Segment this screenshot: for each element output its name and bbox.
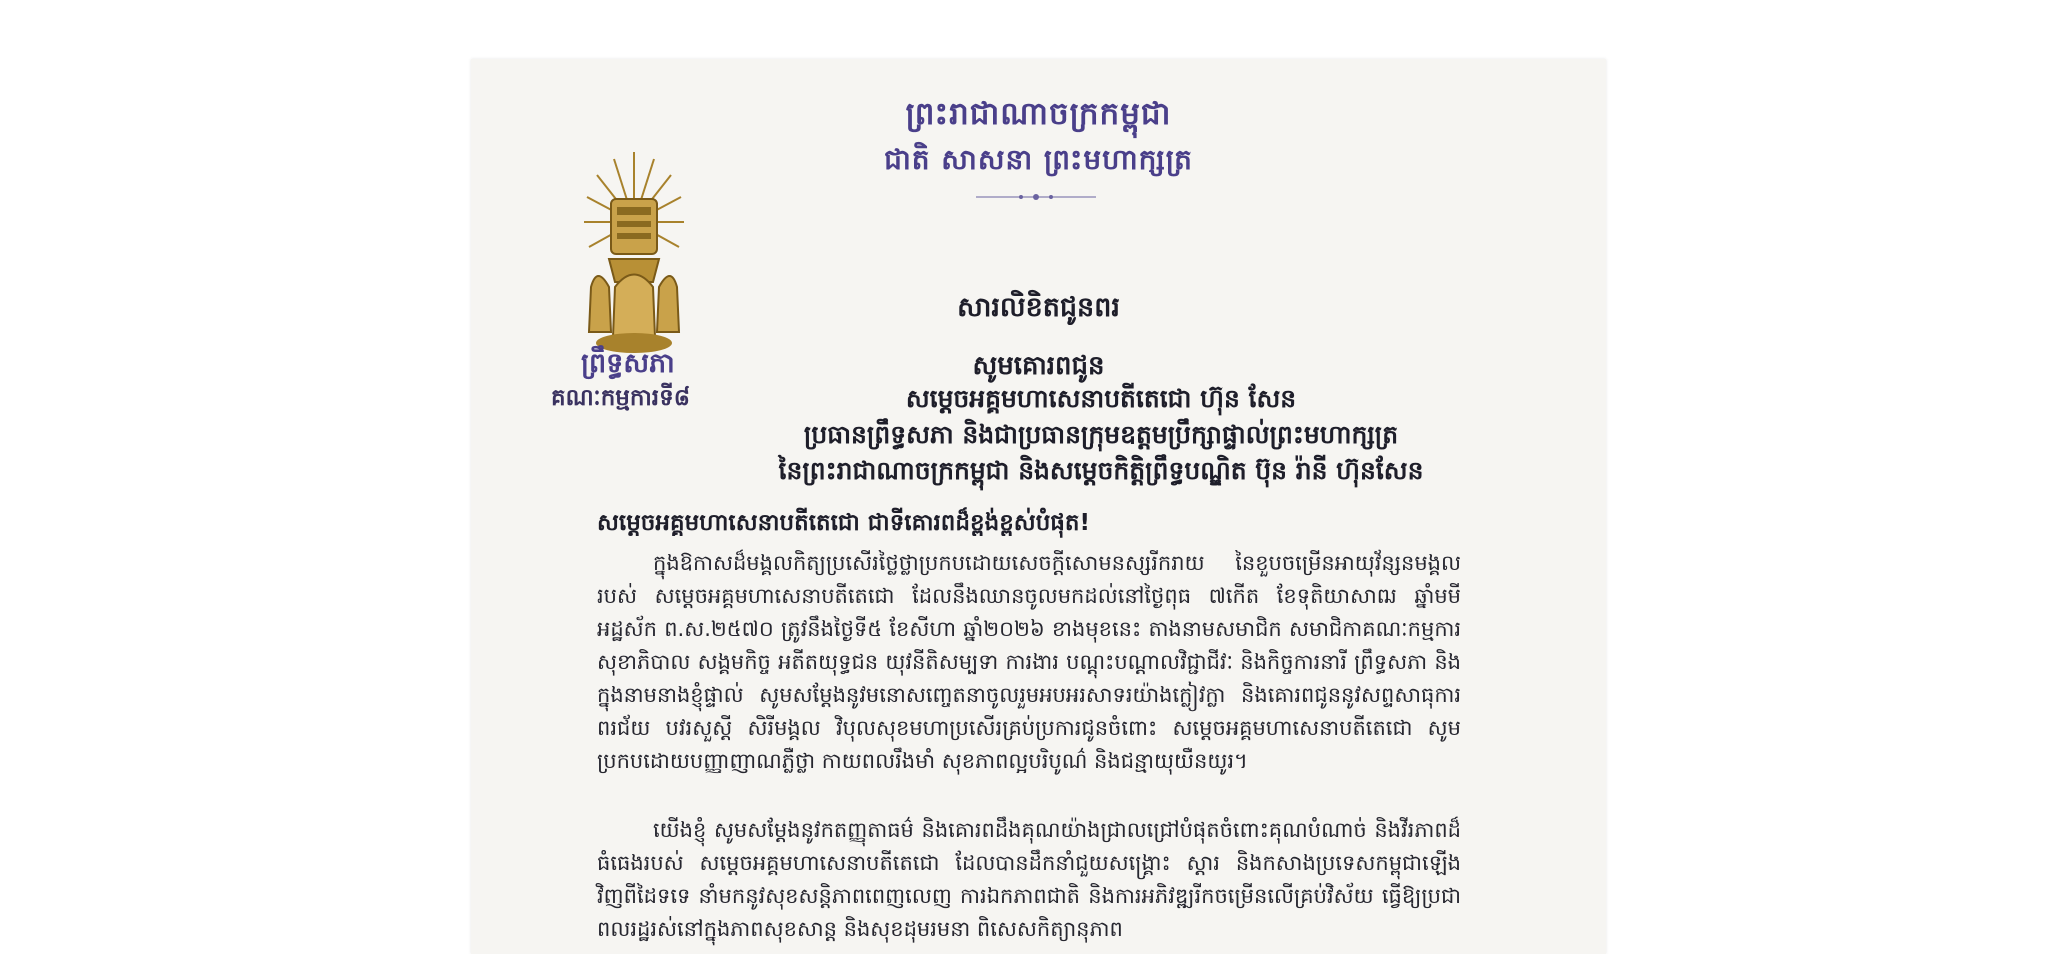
divider-ornament	[976, 192, 1096, 202]
kingdom-heading: ព្រះរាជាណាចក្រកម្ពុជា	[905, 96, 1172, 132]
to-line: សូមគោរពជូន	[972, 351, 1105, 381]
sender-organization: ព្រឹទ្ធសភា	[581, 348, 675, 379]
letter-page	[471, 59, 1606, 954]
sender-committee: គណៈកម្មការទី៨	[551, 385, 690, 411]
letter-title: សារលិខិតជូនពរ	[957, 292, 1120, 323]
salutation: សម្តេចអគ្គមហាសេនាបតីតេជោ ជាទីគោរពដ៏ខ្ពង់ខ្ពស់បំផុត!	[597, 510, 1090, 536]
national-motto: ជាតិ សាសនា ព្រះមហាក្សត្រ	[884, 143, 1193, 176]
addressee-line: សម្តេចអគ្គមហាសេនាបតីតេជោ ហ៊ុន សែន	[905, 384, 1297, 413]
addressee-block	[621, 381, 1581, 489]
addressee-line: នៃព្រះរាជាណាចក្រកម្ពុជា និងសម្តេចកិត្តិព្រឹទ្ធបណ្ឌិត ប៊ុន រ៉ានី ហ៊ុនសែន	[778, 456, 1424, 485]
body-paragraph: យើងខ្ញុំ សូមសម្តែងនូវកតញ្ញុតាធម៌ និងគោរពដឹងគុណយ៉ាងជ្រាលជ្រៅបំផុតចំពោះគុណបំណាច់ និងវីរភាពដ៏ធំធេងរបស់ សម្តេចអគ្គមហាសេនាបតីតេជោ ដែលបានដឹកនាំជួយសង្គ្រោះ ស្តារ និងកសាងប្រទេសកម្ពុជាឡើងវិញពីដៃទទេ នាំមកនូវសុខសន្តិភាពពេញលេញ ការឯកភាពជាតិ និងការអភិវឌ្ឍរីកចម្រើនលើគ្រប់វិស័យ ធ្វើឱ្យប្រជាពលរដ្ឋរស់នៅក្នុងភាពសុខសាន្ត និងសុខដុមរមនា ពិសេសកិត្យានុភាព	[597, 818, 1461, 941]
addressee-line: ប្រធានព្រឹទ្ធសភា និងជាប្រធានក្រុមឧត្តមប្រឹក្សាផ្ទាល់ព្រះមហាក្សត្រ	[803, 420, 1399, 449]
body-paragraph: ក្នុងឱកាសដ៏មង្គលកិត្យប្រសើរថ្លៃថ្លាប្រកបដោយសេចក្តីសោមនស្សរីករាយ នៃខួបចម្រើនអាយុវ័ន្សនមង្គលរបស់ សម្តេចអគ្គមហាសេនាបតីតេជោ ដែលនឹងឈានចូលមកដល់នៅថ្ងៃពុធ ៧កើត ខែទុតិយាសាឍ ឆ្នាំមមី អដ្ឋស័ក ព.ស.២៥៧០ ត្រូវនឹងថ្ងៃទី៥ ខែសីហា ឆ្នាំ២០២៦ ខាងមុខនេះ តាងនាមសមាជិក សមាជិកាគណៈកម្មការសុខាភិបាល សង្គមកិច្ច អតីតយុទ្ធជន យុវនីតិសម្បទា ការងារ បណ្តុះបណ្តាលវិជ្ជាជីវៈ និងកិច្ចការនារី ព្រឹទ្ធសភា និងក្នុងនាមនាងខ្ញុំផ្ទាល់ សូមសម្តែងនូវមនោសញ្ចេតនាចូលរួមអបអរសាទរយ៉ាងក្លៀវក្លា និងគោរពជូននូវសព្ទសាធុការពរជ័យ បវរសួស្តី សិរីមង្គល វិបុលសុខមហាប្រសើរគ្រប់ប្រការជូនចំពោះ សម្តេចអគ្គមហាសេនាបតីតេជោ សូមប្រកបដោយបញ្ញាញាណភ្លឺថ្លា កាយពលរឹងមាំ សុខភាពល្អបរិបូណ៌ និងជន្មាយុយឺនយូរ។	[597, 551, 1461, 773]
